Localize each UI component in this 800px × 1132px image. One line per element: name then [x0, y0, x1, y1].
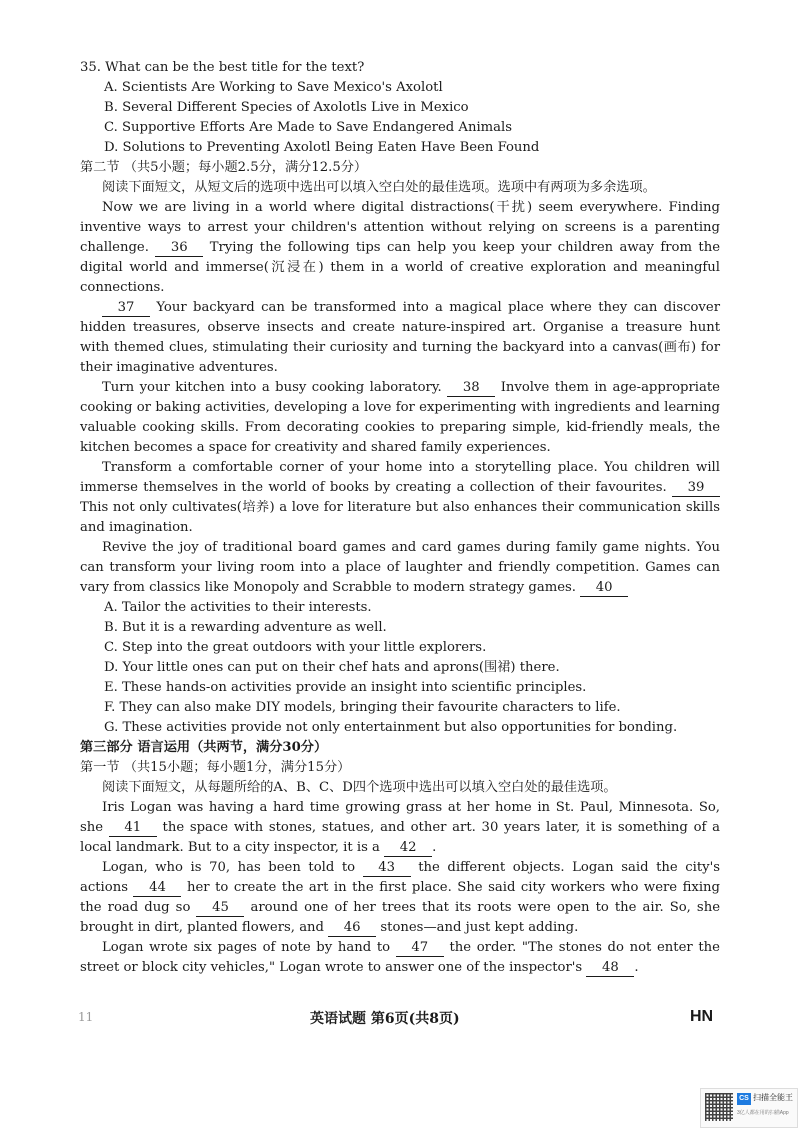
paragraph-text: .: [432, 840, 437, 855]
paragraph-text: the different objects. Logan said the city's actions: [80, 860, 720, 895]
question-35-option-b: B. Several Different Species of Axolotls Live in Mexico: [104, 100, 469, 115]
section-2-option-f: F. They can also make DIY models, bringing their favourite characters to life.: [104, 700, 621, 715]
blank-47[interactable]: 47: [396, 940, 444, 957]
part-3-instruction: 阅读下面短文，从每题所给的A、B、C、D四个选项中选出可以填入空白处的最佳选项。: [102, 780, 617, 795]
paragraph-text: the order. "The stones do not enter the street or block city vehicles," Logan wrote to answer one of the inspector's: [80, 940, 720, 975]
passage-paragraph-3: [80, 378, 720, 458]
paragraph-text: Iris Logan was having a hard time growing grass at her home in St. Paul, Minnesota. So, she: [80, 800, 720, 835]
blank-38[interactable]: 38: [447, 380, 495, 397]
passage-paragraph-2: [80, 298, 720, 378]
blank-40[interactable]: 40: [580, 580, 628, 597]
part-3-section-1-header: 第一节 （共15小题；每小题1分，满分15分）: [80, 760, 351, 775]
qr-code-icon: [705, 1093, 733, 1121]
scanner-app-name: 扫描全能王: [753, 1093, 793, 1102]
section-2-option-b: B. But it is a rewarding adventure as well.: [104, 620, 387, 635]
footer-page-label: 英语试题 第6页(共8页): [310, 1011, 460, 1027]
footer-mark: 11: [78, 1010, 94, 1024]
blank-37[interactable]: 37: [102, 300, 150, 317]
passage-paragraph-5: [80, 538, 720, 598]
paragraph-text: Transform a comfortable corner of your home into a storytelling place. You children will immerse themselves in the world of books by creating a collection of their favourites.: [80, 460, 720, 495]
paragraph-text: .: [634, 960, 639, 975]
blank-46[interactable]: 46: [328, 920, 376, 937]
blank-45[interactable]: 45: [196, 900, 244, 917]
cloze-paragraph-1: [80, 798, 720, 858]
section-2-instruction: 阅读下面短文，从短文后的选项中选出可以填入空白处的最佳选项。选项中有两项为多余选项。: [102, 180, 656, 195]
passage-paragraph-4: [80, 458, 720, 538]
cloze-paragraph-2: [80, 858, 720, 938]
section-2-option-a: A. Tailor the activities to their interests.: [104, 600, 372, 615]
page-footer: [0, 1008, 800, 1032]
paragraph-text: Revive the joy of traditional board games and card games during family game nights. You can transform your living room into a place of laughter and friendly competition. Games can vary from classics like Monopoly and Scrabble to modern strategy games.: [80, 540, 720, 595]
paragraph-text: around one of her trees that its roots were open to the air. So, she brought in dirt, planted flowers, and: [80, 900, 720, 935]
blank-39[interactable]: 39: [672, 480, 720, 497]
scanner-watermark: [700, 1088, 798, 1128]
exam-page: [80, 58, 720, 978]
paragraph-text: Logan, who is 70, has been told to: [102, 860, 363, 875]
section-2-option-g: G. These activities provide not only entertainment but also opportunities for bonding.: [104, 720, 678, 735]
section-2-option-d: D. Your little ones can put on their chef hats and aprons(围裙) there.: [104, 660, 560, 675]
section-2-option-c: C. Step into the great outdoors with your little explorers.: [104, 640, 487, 655]
camscanner-logo-icon: CS: [737, 1093, 751, 1105]
part-3-header: 第三部分 语言运用（共两节，满分30分）: [80, 740, 328, 755]
paragraph-text: Involve them in age-appropriate cooking or baking activities, developing a love for experimenting with ingredients and learning valuable cooking skills. From decorating cookies to preparing simple, kid-friendly meals, the kitchen becomes a space for creativity and shared family experiences.: [80, 380, 720, 455]
question-35-option-c: C. Supportive Efforts Are Made to Save Endangered Animals: [104, 120, 513, 135]
blank-43[interactable]: 43: [363, 860, 411, 877]
section-2-option-e: E. These hands-on activities provide an insight into scientific principles.: [104, 680, 587, 695]
blank-36[interactable]: 36: [155, 240, 203, 257]
paragraph-text: Logan wrote six pages of note by hand to: [102, 940, 396, 955]
paragraph-text: This not only cultivates(培养) a love for literature but also enhances their communication skills and imagination.: [80, 500, 720, 535]
paragraph-text: Your backyard can be transformed into a magical place where they can discover hidden treasures, observe insects and create nature-inspired art. Organise a treasure hunt with themed clues, stimulating their curiosity and turning the backyard into a canvas(画布) for their imaginative adventures.: [80, 300, 720, 375]
question-35-option-d: D. Solutions to Preventing Axolotl Being Eaten Have Been Found: [104, 140, 540, 155]
footer-region-code: HN: [690, 1008, 714, 1025]
passage-paragraph-1: [80, 198, 720, 298]
paragraph-text: the space with stones, statues, and other art. 30 years later, it is something of a local landmark. But to a city inspector, it is a: [80, 820, 720, 855]
section-2-header: 第二节 （共5小题；每小题2.5分，满分12.5分）: [80, 160, 368, 175]
paragraph-text: Turn your kitchen into a busy cooking laboratory.: [102, 380, 448, 395]
question-35-option-a: A. Scientists Are Working to Save Mexico's Axolotl: [104, 80, 443, 95]
blank-48[interactable]: 48: [586, 960, 634, 977]
blank-41[interactable]: 41: [109, 820, 157, 837]
question-35-stem: 35. What can be the best title for the text?: [80, 60, 365, 75]
paragraph-text: stones—and just kept adding.: [376, 920, 579, 935]
blank-44[interactable]: 44: [133, 880, 181, 897]
blank-42[interactable]: 42: [384, 840, 432, 857]
scanner-app-tagline: 3亿人都在用的扫描App: [737, 1110, 789, 1116]
paragraph-text: her to create the art in the first place. She said city workers who were fixing the road dug so: [80, 880, 720, 915]
cloze-paragraph-3: [80, 938, 720, 978]
paragraph-text: Trying the following tips can help you keep your children away from the digital world and immerse(沉浸在) them in a world of creative exploration and meaningful connections.: [80, 240, 720, 295]
paragraph-text: Now we are living in a world where digital distractions(干扰) seem everywhere. Finding inventive ways to arrest your children's attention without relying on screens is a parenting challenge.: [80, 200, 720, 255]
